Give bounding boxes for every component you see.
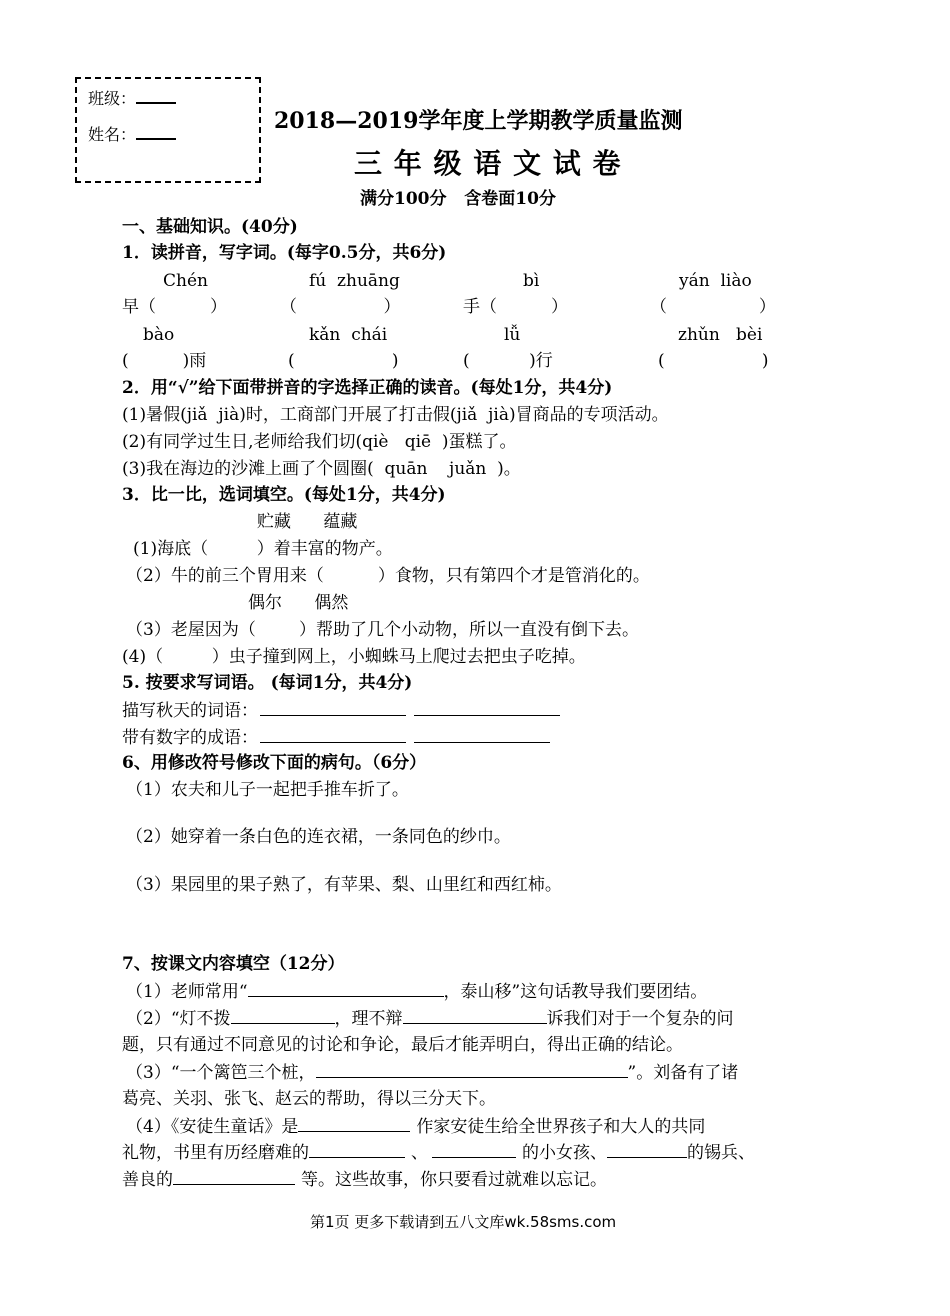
q5-line <box>122 726 550 749</box>
pinyin: Chén <box>163 271 208 291</box>
answer-blank[interactable]: 早（ ） <box>122 297 228 317</box>
q7-text: ，泰山移”这句话教导我们要团结。 <box>443 982 708 1002</box>
q3-item: （2）牛的前三个胃用来（ ）食物，只有第四个才是管消化的。 <box>126 566 650 586</box>
class-label: 班级： <box>88 89 137 108</box>
q6-item: （1）农夫和儿子一起把手推车折了。 <box>126 780 409 800</box>
answer-line[interactable] <box>260 699 406 716</box>
name-label: 姓名： <box>88 125 137 144</box>
q6-item: （2）她穿着一条白色的连衣裙，一条同色的纱巾。 <box>126 827 511 847</box>
section-heading: 一、基础知识。(40分) <box>122 217 298 237</box>
q7-text: 等。这些故事，你只要看过就难以忘记。 <box>301 1170 607 1190</box>
page-footer: 第1页 更多下载请到五八文库wk.58sms.com <box>310 1213 617 1231</box>
q7-text: （1）老师常用“ <box>126 982 248 1002</box>
q7-text: 善良的 <box>122 1170 173 1190</box>
q7-text: 的锡兵、 <box>687 1143 755 1163</box>
q7-text: （4）《安徒生童话》是 <box>126 1117 299 1137</box>
answer-line[interactable] <box>432 1141 516 1158</box>
q7-text: 诉我们对于一个复杂的问 <box>546 1009 734 1029</box>
q2-item: (2)有同学过生日,老师给我们切(qiè qiē )蛋糕了。 <box>122 432 517 452</box>
answer-blank[interactable]: ( ) <box>658 351 769 371</box>
q7-text: 葛亮、关羽、张飞、赵云的帮助，得以三分天下。 <box>122 1089 496 1109</box>
class-blank[interactable] <box>136 86 176 104</box>
q5-heading: 5. 按要求写词语。 (每词1分，共4分) <box>122 673 413 693</box>
answer-line[interactable] <box>231 1007 335 1024</box>
pinyin: yán liào <box>679 271 752 291</box>
answer-line[interactable] <box>607 1141 687 1158</box>
q7-text: 题，只有通过不同意见的讨论和争论，最后才能弄明白，得出正确的结论。 <box>122 1035 683 1055</box>
answer-line[interactable] <box>414 726 550 743</box>
answer-line[interactable] <box>248 980 444 997</box>
q7-text: （3）“一个篱笆三个桩， <box>126 1063 316 1083</box>
word-pair: 贮藏 蕴藏 <box>257 512 358 532</box>
pinyin: bì <box>523 271 540 291</box>
score-note: 满分100分 含卷面10分 <box>360 189 556 209</box>
answer-blank[interactable]: ( )行 <box>463 351 553 371</box>
q1-heading: 1．读拼音，写字词。(每字0.5分，共6分) <box>122 243 447 263</box>
q7-item-4-cont <box>122 1141 755 1164</box>
q5-label: 描写秋天的词语： <box>122 701 258 721</box>
q3-item: (1)海底（ ）着丰富的物产。 <box>133 539 393 559</box>
answer-blank[interactable]: （ ） <box>280 297 401 317</box>
pinyin: kǎn chái <box>309 325 388 345</box>
name-field <box>88 122 176 146</box>
answer-line[interactable] <box>173 1168 295 1185</box>
answer-blank[interactable]: ( )雨 <box>122 351 207 371</box>
q2-heading: 2．用“√”给下面带拼音的字选择正确的读音。(每处1分，共4分) <box>122 378 613 398</box>
answer-blank[interactable]: 手（ ） <box>463 297 569 317</box>
q7-text: 的小女孩、 <box>522 1143 607 1163</box>
pinyin: lǚ <box>504 325 521 345</box>
answer-line[interactable] <box>403 1007 547 1024</box>
q7-item-2 <box>126 1007 734 1030</box>
word-pair: 偶尔 偶然 <box>248 593 349 613</box>
q7-text: 作家安徒生给全世界孩子和大人的共同 <box>416 1117 706 1137</box>
q7-item-4-end <box>122 1168 607 1191</box>
answer-line[interactable] <box>260 726 406 743</box>
q5-line <box>122 699 560 722</box>
q3-heading: 3．比一比，选词填空。(每处1分，共4分) <box>122 485 446 505</box>
q6-item: （3）果园里的果子熟了，有苹果、梨、山里红和西红柿。 <box>126 875 562 895</box>
q7-item-4 <box>126 1115 705 1138</box>
answer-line[interactable] <box>309 1141 405 1158</box>
q2-item: (1)暑假(jiǎ jià)时，工商部门开展了打击假(jiǎ jià)冒商品的专项活动。 <box>122 405 669 425</box>
q6-heading: 6、用修改符号修改下面的病句。（6分） <box>122 753 427 773</box>
q7-text: ”。刘备有了诸 <box>627 1063 739 1083</box>
q7-item-1 <box>126 980 707 1003</box>
answer-line[interactable] <box>414 699 560 716</box>
q5-label: 带有数字的成语： <box>122 728 258 748</box>
q7-text: 、 <box>411 1143 428 1163</box>
q3-item: （3）老屋因为（ ）帮助了几个小动物，所以一直没有倒下去。 <box>126 620 640 640</box>
q7-text: ，理不辩 <box>334 1009 403 1029</box>
class-field <box>88 86 176 110</box>
q2-item: (3)我在海边的沙滩上画了个圆圈( quān juǎn )。 <box>122 459 521 479</box>
q7-text: （2）“灯不拨 <box>126 1009 231 1029</box>
exam-subtitle: 三 年 级 语 文 试 卷 <box>354 147 622 180</box>
answer-line[interactable] <box>316 1061 628 1078</box>
q7-heading: 7、按课文内容填空（12分） <box>122 954 345 974</box>
q7-text: 礼物，书里有历经磨难的 <box>122 1143 309 1163</box>
name-blank[interactable] <box>136 122 176 140</box>
exam-title: 2018—2019学年度上学期教学质量监测 <box>274 108 683 134</box>
answer-blank[interactable]: ( ) <box>288 351 399 371</box>
q3-item: (4)（ ）虫子撞到网上，小蜘蛛马上爬过去把虫子吃掉。 <box>122 647 586 667</box>
answer-line[interactable] <box>298 1115 410 1132</box>
pinyin: bào <box>143 325 175 345</box>
pinyin: zhǔn bèi <box>678 325 763 345</box>
q7-item-3 <box>126 1061 738 1084</box>
pinyin: fú zhuāng <box>309 271 400 291</box>
answer-blank[interactable]: （ ） <box>650 297 776 317</box>
